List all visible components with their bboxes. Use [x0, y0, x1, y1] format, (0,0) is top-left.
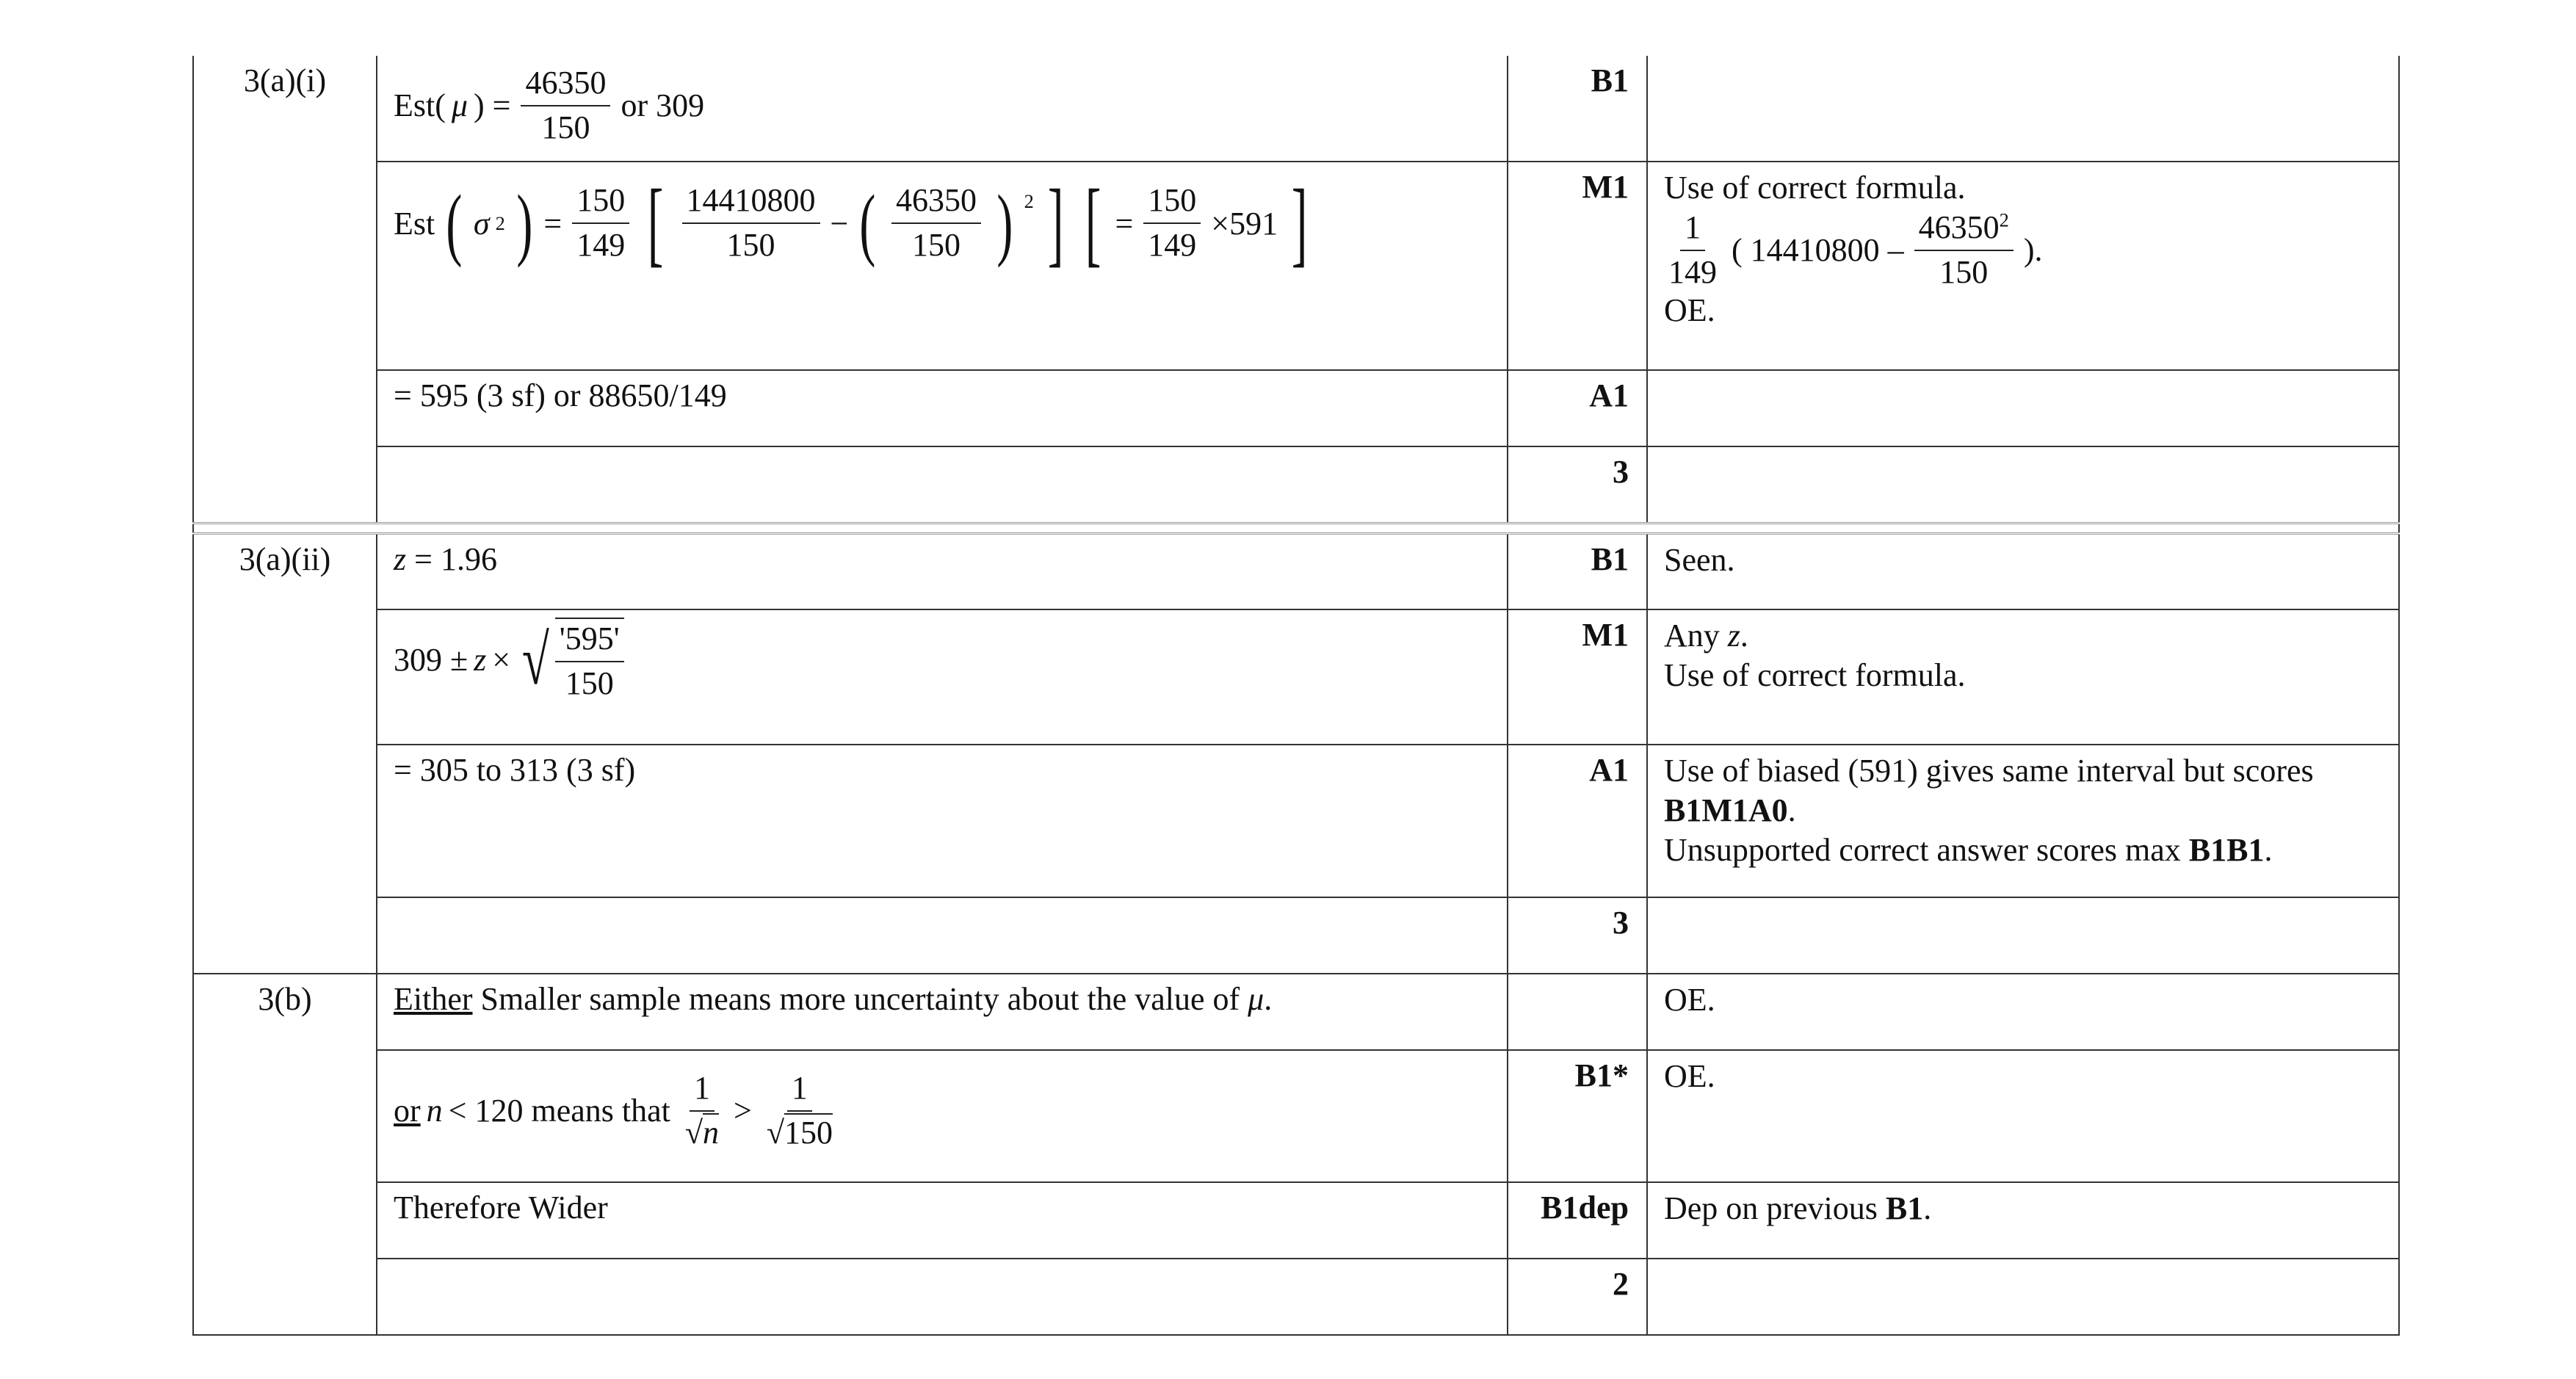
- minus-sign: −: [830, 205, 849, 242]
- fraction: [681, 1070, 723, 1151]
- text: Dep on previous: [1664, 1190, 1886, 1226]
- guidance-cell: [1647, 609, 2399, 745]
- bracket: [: [1085, 170, 1101, 276]
- fraction-numerator: 150: [572, 182, 629, 224]
- guidance-cell: [1647, 897, 2399, 974]
- mark-cell: M1: [1508, 162, 1647, 370]
- guidance-cell: [1647, 446, 2399, 523]
- answer-text: ) =: [473, 87, 511, 124]
- equals-sign: =: [1115, 205, 1134, 242]
- answer-text: or 309: [621, 87, 705, 124]
- guidance-cell: [1647, 56, 2399, 162]
- answer-cell: [377, 609, 1508, 745]
- fraction-denominator: 150: [565, 665, 614, 701]
- guidance-text: ).: [2023, 231, 2043, 268]
- answer-cell: Est ( σ 2 ) = $\frac{150}{149}$ [ $\frac{14410800}{150}$ − ( $\frac{46350}{150}$ ) $^2$ ] [ = $\frac{150}{149}$ ×591 ]: [377, 162, 1508, 370]
- fraction-denominator: 150: [726, 227, 775, 263]
- underlined-text: or: [394, 1093, 421, 1129]
- bracket: ]: [1291, 170, 1308, 276]
- superscript: 2: [1999, 209, 2009, 231]
- text: .: [1787, 792, 1796, 828]
- guidance-cell: [1647, 745, 2399, 897]
- fraction: [1664, 209, 1721, 291]
- guidance-cell: OE.: [1647, 974, 2399, 1050]
- answer-cell: [377, 897, 1508, 974]
- fraction-denominator: 150: [1939, 253, 1989, 290]
- guidance-cell: [1647, 370, 2399, 446]
- question-number: 3(a)(ii): [193, 533, 377, 974]
- table-row: [193, 1050, 2399, 1182]
- guidance-text: Use of correct formula.: [1664, 657, 1966, 693]
- fraction: [762, 1070, 837, 1151]
- answer-cell: [377, 446, 1508, 523]
- bold-text: B1: [1885, 1190, 1924, 1226]
- fraction-denominator: 150: [541, 109, 590, 145]
- table-row: [193, 897, 2399, 974]
- mu-symbol: μ: [451, 87, 468, 124]
- answer-text: .: [1264, 981, 1273, 1017]
- paren: (: [446, 178, 463, 268]
- number: 150: [784, 1114, 833, 1151]
- answer-text: Est(: [394, 87, 446, 124]
- z-symbol: z: [1727, 618, 1740, 654]
- answer-cell: Therefore Wider: [377, 1182, 1508, 1259]
- mark-cell: B1*: [1508, 1050, 1647, 1182]
- table-row: [193, 533, 2399, 609]
- z-symbol: z: [474, 642, 487, 678]
- square-root: [516, 618, 624, 702]
- fraction-numerator: '595': [555, 620, 624, 662]
- table-row: [193, 446, 2399, 523]
- text: Any: [1664, 618, 1728, 654]
- paren: ): [516, 178, 533, 268]
- bold-text: B1B1: [2188, 832, 2265, 868]
- n-symbol: n: [703, 1114, 720, 1151]
- fraction: [682, 182, 820, 264]
- fraction-denominator: 149: [1668, 253, 1717, 290]
- sigma-symbol: σ: [473, 205, 490, 242]
- answer-text: ×: [492, 642, 511, 678]
- table-row: [193, 1182, 2399, 1259]
- table-row: [193, 745, 2399, 897]
- underlined-text: Either: [394, 981, 473, 1017]
- answer-cell: [377, 1050, 1508, 1182]
- fraction-numerator: 150: [1143, 182, 1201, 224]
- radicand: [555, 618, 624, 702]
- radical-sign: √: [522, 620, 549, 699]
- answer-cell: [377, 533, 1508, 609]
- fraction-numerator: [1914, 209, 2014, 251]
- divider-cell: [193, 523, 2399, 533]
- guidance-text: [1664, 791, 2398, 830]
- fraction: [1143, 182, 1201, 264]
- answer-text: ×591: [1211, 205, 1278, 242]
- answer-cell: = 595 (3 sf) or 88650/149: [377, 370, 1508, 446]
- table-row: [193, 1259, 2399, 1335]
- answer-text: = 1.96: [406, 540, 497, 577]
- guidance-cell: [1647, 1182, 2399, 1259]
- fraction-denominator: 149: [1148, 227, 1197, 263]
- section-divider: [193, 523, 2399, 533]
- table-row: [193, 162, 2399, 370]
- paren: (: [859, 178, 876, 268]
- mark-scheme-page: [192, 56, 2398, 1336]
- guidance-cell: [1647, 162, 2399, 370]
- guidance-text: Use of biased (591) gives same interval but scores: [1664, 753, 2314, 789]
- answer-text: Smaller sample means more uncertainty about the value of: [472, 981, 1248, 1017]
- mark-scheme-table: [192, 56, 2400, 1336]
- fraction-numerator: 1: [690, 1070, 714, 1112]
- question-number: 3(b): [193, 974, 377, 1335]
- mark-cell: A1: [1508, 745, 1647, 897]
- answer-text: Est: [394, 205, 435, 242]
- guidance-formula: [1664, 209, 2043, 291]
- mark-cell: B1dep: [1508, 1182, 1647, 1259]
- mark-total: 2: [1508, 1259, 1647, 1335]
- fraction: [521, 65, 610, 146]
- table-row: [193, 370, 2399, 446]
- mark-cell: M1: [1508, 609, 1647, 745]
- guidance-text: OE.: [1664, 292, 1715, 329]
- answer-text: 309 ±: [394, 642, 468, 678]
- fraction-numerator: 14410800: [682, 182, 820, 224]
- bold-text: B1M1A0: [1664, 792, 1788, 828]
- fraction-denominator: 150: [912, 227, 961, 263]
- text: .: [2264, 832, 2273, 868]
- fraction-numerator: 46350: [521, 65, 610, 106]
- guidance-cell: Seen.: [1647, 533, 2399, 609]
- table-row: [193, 609, 2399, 745]
- bracket: ]: [1047, 170, 1064, 276]
- fraction-denominator: √150: [766, 1114, 833, 1151]
- guidance-cell: [1647, 1259, 2399, 1335]
- guidance-text: [1664, 830, 2398, 870]
- answer-cell: [377, 1259, 1508, 1335]
- mark-total: 3: [1508, 897, 1647, 974]
- n-symbol: n: [426, 1093, 443, 1129]
- fraction-numerator: 1: [787, 1070, 812, 1112]
- fraction: [891, 182, 981, 264]
- mark-total: 3: [1508, 446, 1647, 523]
- guidance-text: Use of correct formula.: [1664, 170, 1966, 206]
- fraction-denominator: 149: [576, 227, 626, 263]
- answer-cell: [377, 56, 1508, 162]
- comparison-sign: >: [734, 1093, 752, 1129]
- text: .: [1923, 1190, 1932, 1226]
- guidance-text: ( 14410800 –: [1732, 231, 1904, 268]
- guidance-text: [1664, 616, 2398, 656]
- fraction: [555, 620, 624, 702]
- guidance-cell: OE.: [1647, 1050, 2399, 1182]
- fraction-numerator: 46350: [891, 182, 981, 224]
- question-number: 3(a)(i): [193, 56, 377, 523]
- mark-cell: [1508, 974, 1647, 1050]
- number: 46350: [1918, 209, 2000, 245]
- answer-cell: = 305 to 313 (3 sf): [377, 745, 1508, 897]
- answer-cell: [377, 974, 1508, 1050]
- table-row: [193, 974, 2399, 1050]
- text: .: [1740, 618, 1748, 654]
- fraction-denominator: √n: [684, 1114, 720, 1151]
- text: Unsupported correct answer scores max: [1664, 832, 2189, 868]
- z-symbol: z: [394, 540, 407, 577]
- answer-text: < 120 means that: [448, 1093, 670, 1129]
- fraction: [1914, 209, 2014, 291]
- bracket: [: [648, 170, 664, 276]
- mu-symbol: μ: [1248, 981, 1265, 1017]
- mark-cell: B1: [1508, 533, 1647, 609]
- mark-cell: A1: [1508, 370, 1647, 446]
- table-row: [193, 56, 2399, 162]
- mark-cell: B1: [1508, 56, 1647, 162]
- paren: ): [996, 178, 1013, 268]
- fraction: [572, 182, 629, 264]
- fraction-numerator: 1: [1680, 209, 1705, 251]
